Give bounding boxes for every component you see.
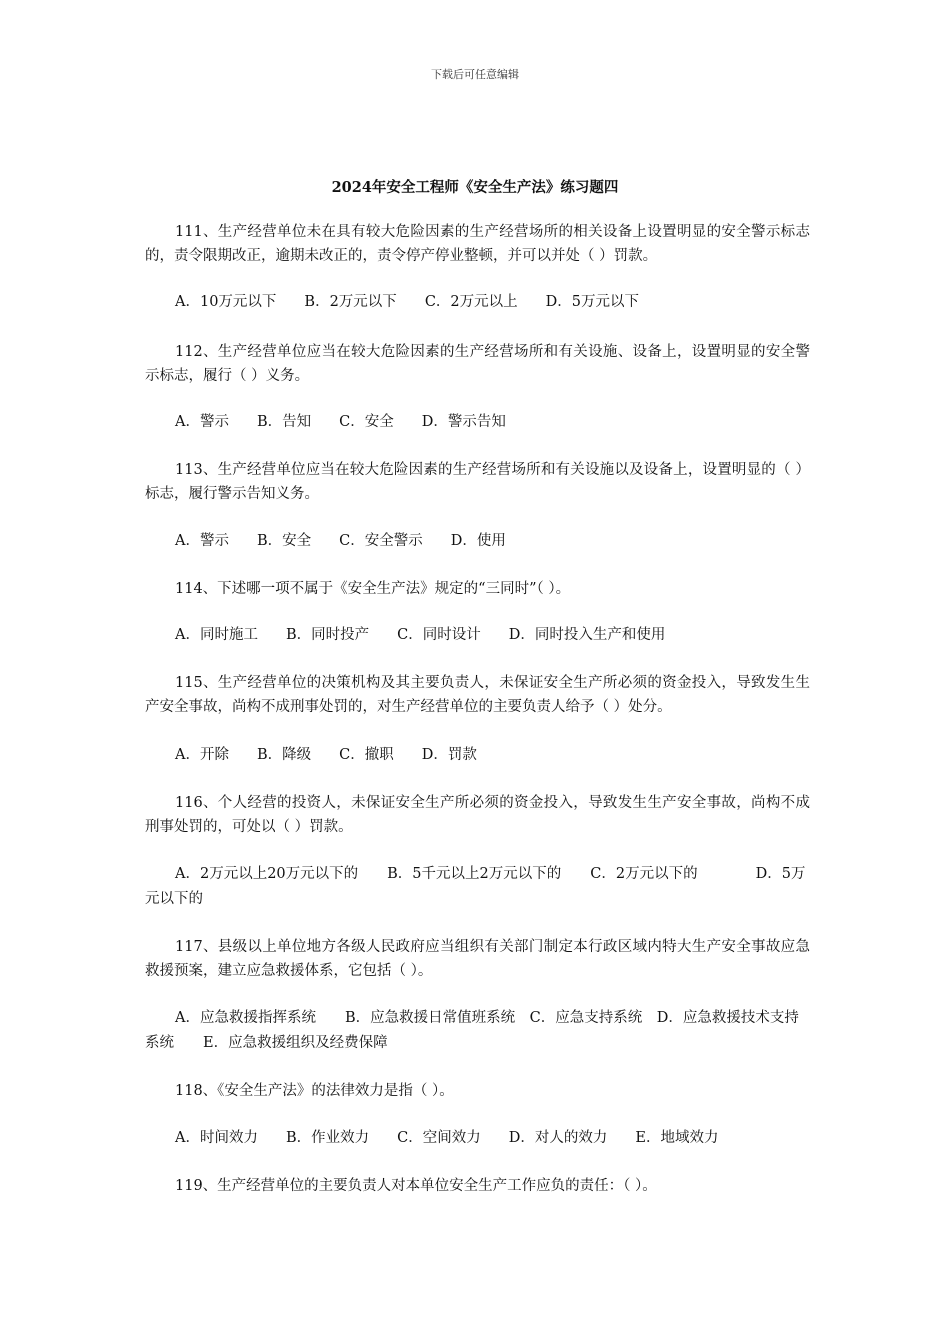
option-a: A．同时施工: [175, 627, 258, 643]
question-112: 112、生产经营单位应当在较大危险因素的生产经营场所和有关设施、设备上，设置明显的安全警示标志，履行（ ）义务。: [145, 344, 810, 384]
option-c: C．安全警示: [339, 533, 423, 549]
options-117: A．应急救援指挥系统 B．应急救援日常值班系统 C．应急支持系统 D．应急救援技术支持系统 E．应急救援组织及经费保障: [145, 1010, 799, 1051]
option-b: B．安全: [256, 533, 312, 549]
option-b: B．告知: [256, 414, 312, 430]
option-b: B．降级: [256, 747, 312, 763]
page-header: 下载后可任意编辑: [431, 68, 519, 81]
question-111: 111、生产经营单位未在具有较大危险因素的生产经营场所的相关设备上设置明显的安全警示标志的，责令限期改正，逾期未改正的，责令停产停业整顿，并可以并处（ ）罚款。: [145, 224, 810, 264]
option-b: B．同时投产: [285, 627, 370, 643]
question-115: 115、生产经营单位的决策机构及其主要负责人，未保证安全生产所必须的资金投入，导致发生生产安全事故，尚构不成刑事处罚的，对生产经营单位的主要负责人给予（ ）处分。: [145, 675, 810, 715]
option-d: D．5万元以下: [545, 294, 639, 310]
question-117: 117、县级以上单位地方各级人民政府应当组织有关部门制定本行政区域内特大生产安全事故应急救援预案，建立应急救援体系，它包括（ ）。: [145, 939, 810, 979]
option-a: A．警示: [175, 414, 229, 430]
option-c: C．撤职: [339, 747, 394, 763]
options-115: [145, 743, 810, 768]
option-a: A．时间效力: [175, 1130, 258, 1146]
option-e: E．地域效力: [635, 1130, 719, 1146]
option-c: C．空间效力: [397, 1130, 481, 1146]
option-d: D．对人的效力: [508, 1130, 608, 1146]
options-113: [145, 529, 810, 554]
option-d: D．罚款: [421, 747, 477, 763]
option-b: B．2万元以下: [304, 294, 397, 310]
option-c: C．2万元以上: [424, 294, 518, 310]
options-116: A．2万元以上20万元以下的 B．5千元以上2万元以下的 C．2万元以下的 D．5万元以下的: [145, 866, 806, 907]
question-118: 118、《安全生产法》的法律效力是指（ ）。: [175, 1083, 454, 1099]
options-114: [145, 623, 810, 648]
option-a: A．警示: [175, 533, 229, 549]
option-d: D．同时投入生产和使用: [508, 627, 666, 643]
option-a: A．10万元以下: [175, 294, 277, 310]
option-d: D．警示告知: [421, 414, 506, 430]
options-111: [145, 290, 810, 315]
option-d: D．使用: [450, 533, 506, 549]
options-118: [145, 1126, 810, 1151]
question-113: 113、生产经营单位应当在较大危险因素的生产经营场所和有关设施以及设备上，设置明显的（ ）标志，履行警示告知义务。: [145, 462, 810, 502]
option-b: B．作业效力: [285, 1130, 370, 1146]
option-c: C．同时设计: [397, 627, 481, 643]
options-112: [145, 410, 810, 435]
question-114: 114、下述哪一项不属于《安全生产法》规定的“三同时”（ ）。: [175, 581, 571, 597]
option-a: A．开除: [175, 747, 229, 763]
document-title: 2024年安全工程师《安全生产法》练习题四: [331, 179, 619, 196]
question-116: 116、个人经营的投资人，未保证安全生产所必须的资金投入，导致发生生产安全事故，尚构不成刑事处罚的，可处以（ ）罚款。: [145, 795, 810, 835]
option-c: C．安全: [339, 414, 394, 430]
question-119: 119、生产经营单位的主要负责人对本单位安全生产工作应负的责任：（ ）。: [175, 1178, 657, 1194]
